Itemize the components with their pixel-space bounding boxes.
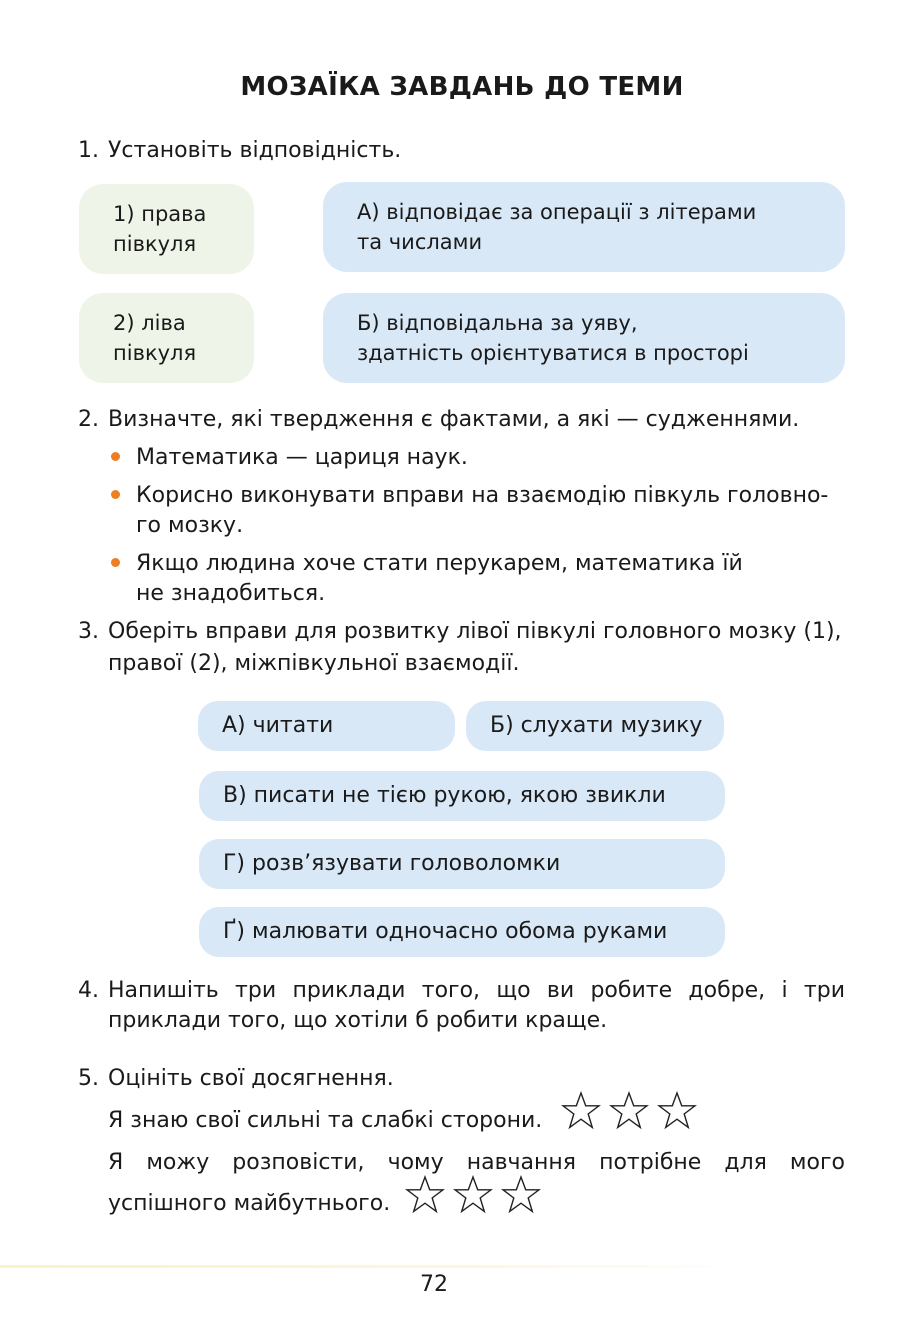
q1-number: 1.	[78, 138, 99, 163]
q2-bullet-1: Математика — цариця наук.	[136, 445, 468, 470]
q2-bullet-2-line1: Корисно виконувати вправи на взаємодію півкуль головно-	[136, 483, 829, 508]
q1-left-2-line1: 2) ліва	[113, 311, 186, 335]
star-icon[interactable]	[561, 1091, 601, 1131]
q3-line-1: Оберіть вправи для розвитку лівої півкулі головного мозку (1),	[108, 619, 842, 644]
q1-right-b-line2: здатність орієнтуватися в просторі	[357, 341, 749, 365]
q4-number: 4.	[78, 978, 99, 1003]
rating-stars-1[interactable]	[561, 1091, 697, 1131]
q1-right-b-line1: Б) відповідальна за уяву,	[357, 311, 638, 335]
q5-text: Оцініть свої досягнення.	[108, 1066, 394, 1091]
q1-left-1-line2: півкуля	[113, 232, 197, 256]
star-icon[interactable]	[609, 1091, 649, 1131]
q5-statement-2-line1: Я можу розповісти, чому навчання потрібне для мого	[108, 1150, 845, 1175]
q2-bullet-2-line2: го мозку.	[136, 513, 244, 538]
q1-right-a	[323, 182, 845, 272]
q1-left-2	[79, 293, 254, 383]
q2-bullet-3-line2: не знадобиться.	[136, 581, 326, 606]
q1-right-a-line1: А) відповідає за операції з літерами	[357, 200, 757, 224]
q4-line-2: приклади того, що хотіли б робити краще.	[108, 1008, 608, 1033]
q2-text: Визначте, які твердження є фактами, а які — судженнями.	[108, 407, 800, 432]
q1-right-b	[323, 293, 845, 383]
star-icon[interactable]	[405, 1175, 445, 1215]
bullet-dot	[111, 452, 120, 461]
q3-option-v: В) писати не тією рукою, якою звикли	[199, 771, 725, 821]
q3-option-h: Г) розв’язувати головоломки	[199, 839, 725, 889]
bullet-dot	[111, 490, 120, 499]
q2-bullet-3-line1: Якщо людина хоче стати перукарем, математика їй	[136, 551, 743, 576]
bullet-dot	[111, 558, 120, 567]
star-icon[interactable]	[657, 1091, 697, 1131]
q1-left-2-line2: півкуля	[113, 341, 197, 365]
q1-left-1-line1: 1) права	[113, 202, 207, 226]
q5-statement-2-line2: успішного майбутнього.	[108, 1191, 391, 1216]
rating-stars-2[interactable]	[405, 1175, 541, 1215]
star-icon[interactable]	[501, 1175, 541, 1215]
q4-line-1: Напишіть три приклади того, що ви робите добре, і три	[108, 978, 845, 1003]
q3-option-b: Б) слухати музику	[466, 701, 724, 751]
star-icon[interactable]	[453, 1175, 493, 1215]
q5-statement-1: Я знаю свої сильні та слабкі сторони.	[108, 1108, 543, 1133]
page-title: МОЗАЇКА ЗАВДАНЬ ДО ТЕМИ	[240, 72, 684, 102]
q5-number: 5.	[78, 1066, 99, 1091]
q1-left-1	[79, 184, 254, 274]
q1-right-a-line2: та числами	[357, 230, 483, 254]
q2-number: 2.	[78, 407, 99, 432]
page-number: 72	[420, 1272, 448, 1297]
q3-option-a: А) читати	[198, 701, 455, 751]
q3-line-2: правої (2), міжпівкульної взаємодії.	[108, 651, 520, 676]
q1-text: Установіть відповідність.	[108, 138, 402, 163]
q3-number: 3.	[78, 619, 99, 644]
footer-divider	[0, 1265, 760, 1268]
q3-option-g: Ґ) малювати одночасно обома руками	[199, 907, 725, 957]
